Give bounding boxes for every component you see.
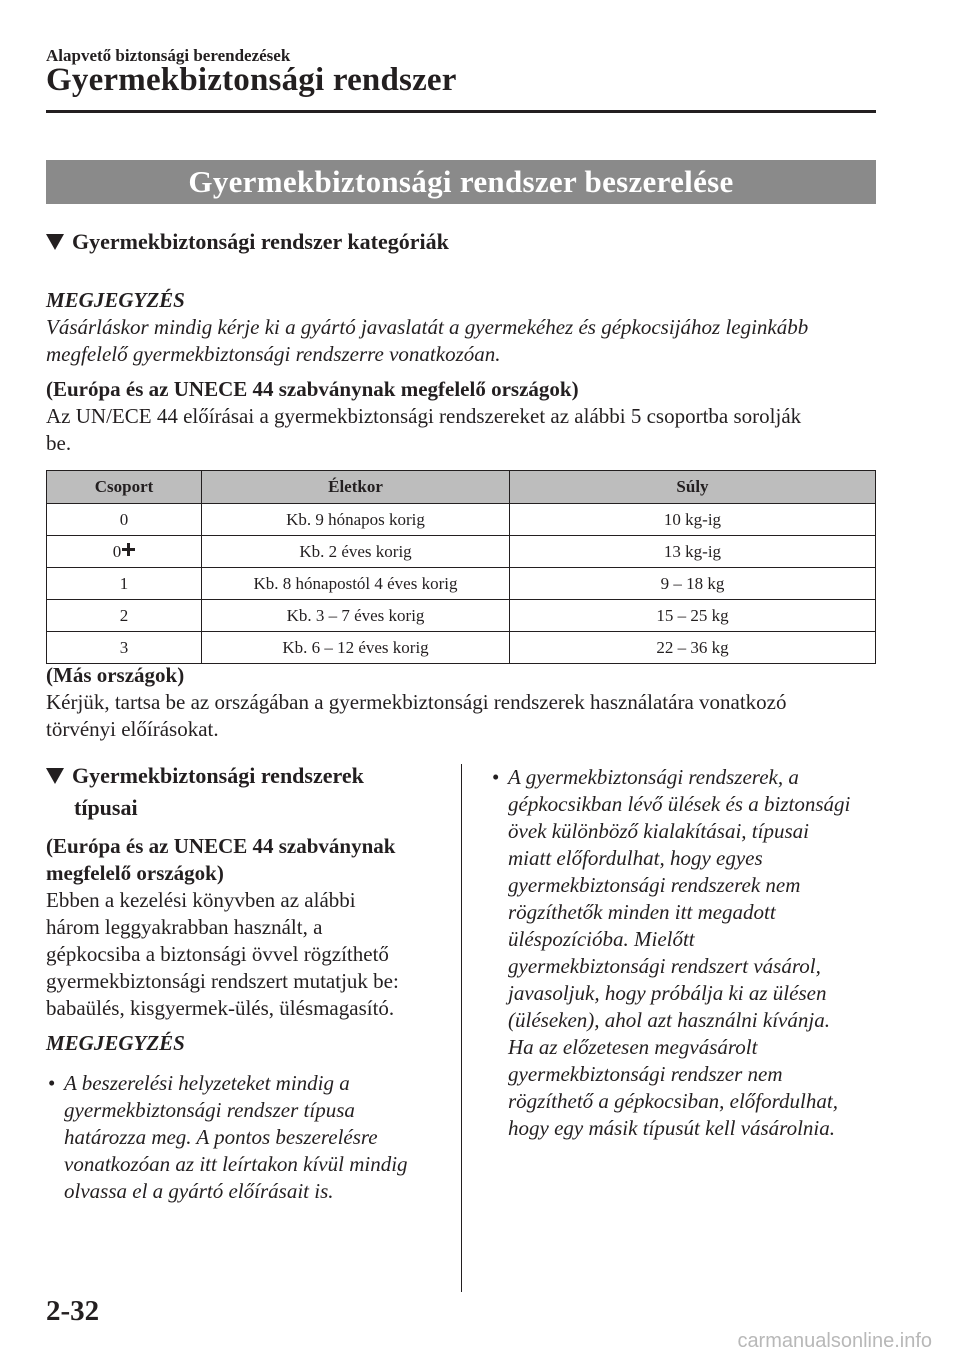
table-cell: Kb. 3 – 7 éves korig <box>202 600 510 632</box>
note-text: megfelelő gyermekbiztonsági rendszerre vonatkozóan. <box>46 342 501 366</box>
column-header-group: Csoport <box>47 471 202 504</box>
types-body-line: gyermekbiztonsági rendszert mutatjuk be: <box>46 969 399 993</box>
other-text: törvényi előírásokat. <box>46 717 219 741</box>
table-row <box>47 504 876 536</box>
categories-note <box>46 287 886 368</box>
table-cell: 22 – 36 kg <box>510 632 876 664</box>
europe-text: Az UN/ECE 44 előírásai a gyermekbiztonsági rendszereket az alábbi 5 csoportba sorolják <box>46 404 802 428</box>
watermark: carmanualsonline.info <box>737 1330 932 1352</box>
triangle-down-icon <box>46 768 64 784</box>
types-heading <box>46 760 446 824</box>
bullet-line: üléspozícióba. Mielőtt <box>508 927 695 951</box>
types-body-line: Ebben a kezelési könyvben az alábbi <box>46 888 356 912</box>
bullet-dot-icon: • <box>48 1071 56 1095</box>
note-label: MEGJEGYZÉS <box>46 288 185 312</box>
column-header-weight: Súly <box>510 471 876 504</box>
bullet-line: (üléseken), ahol azt használni kívánja. <box>508 1008 830 1032</box>
table-cell: Kb. 6 – 12 éves korig <box>202 632 510 664</box>
bullet-line: olvassa el a gyártó előírásait is. <box>64 1179 334 1203</box>
bullet-line: gyermekbiztonsági rendszer típusa <box>64 1098 355 1122</box>
bullet-line: A gyermekbiztonsági rendszerek, a <box>508 765 799 789</box>
section-banner: Gyermekbiztonsági rendszer beszerelése <box>46 160 876 204</box>
note-text: Vásárláskor mindig kérje ki a gyártó javaslatát a gyermekéhez és gépkocsijához leginkább <box>46 315 809 339</box>
bullet-line: gépkocsikban lévő ülések és a biztonsági <box>508 792 851 816</box>
column-header-age: Életkor <box>202 471 510 504</box>
table-cell: 3 <box>47 632 202 664</box>
bullet-line: gyermekbiztonsági rendszert vásárol, <box>508 954 821 978</box>
page-title: Gyermekbiztonsági rendszer <box>46 62 457 98</box>
note-bullet-2 <box>492 764 888 1142</box>
types-body-line: gépkocsiba a biztonsági övvel rögzíthető <box>46 942 389 966</box>
other-countries-paragraph <box>46 662 886 743</box>
table-header-row <box>47 471 876 504</box>
table-row <box>47 632 876 664</box>
table-cell <box>47 536 202 568</box>
groups-table <box>46 470 876 664</box>
types-body-line: babaülés, kisgyermek-ülés, ülésmagasító. <box>46 996 395 1020</box>
europe-text: be. <box>46 431 72 455</box>
triangle-down-icon <box>46 234 64 250</box>
types-heading-text: típusai <box>74 795 138 820</box>
categories-heading-text: Gyermekbiztonsági rendszer kategóriák <box>72 229 449 254</box>
types-heading-text: Gyermekbiztonsági rendszerek <box>72 763 364 788</box>
bullet-line: vonatkozóan az itt leírtakon kívül mindig <box>64 1152 408 1176</box>
table-cell: 10 kg-ig <box>510 504 876 536</box>
table-cell: Kb. 9 hónapos korig <box>202 504 510 536</box>
types-europe-heading: megfelelő országok) <box>46 861 224 885</box>
title-divider <box>46 110 876 113</box>
bullet-dot-icon: • <box>492 765 500 789</box>
table-cell: 13 kg-ig <box>510 536 876 568</box>
europe-heading: (Európa és az UNECE 44 szabványnak megfelelő országok) <box>46 377 579 401</box>
bullet-line: hogy egy másik típusút kell vásárolnia. <box>508 1116 835 1140</box>
other-text: Kérjük, tartsa be az országában a gyermekbiztonsági rendszerek használatára vonatkozó <box>46 690 787 714</box>
note-bullet-1 <box>48 1070 459 1205</box>
page-number: 2-32 <box>46 1295 100 1327</box>
bullet-line: rögzíthetők minden itt megadott <box>508 900 776 924</box>
table-cell: 1 <box>47 568 202 600</box>
table-row <box>47 600 876 632</box>
bullet-line: javasoljuk, hogy próbálja ki az ülésen <box>508 981 827 1005</box>
europe-paragraph <box>46 376 886 457</box>
categories-heading <box>46 226 449 258</box>
bullet-line: gyermekbiztonsági rendszerek nem <box>508 873 801 897</box>
table-cell: 0 <box>47 504 202 536</box>
table-row <box>47 568 876 600</box>
table-cell: 2 <box>47 600 202 632</box>
types-note-label: MEGJEGYZÉS <box>46 1031 185 1055</box>
bullet-line: miatt előfordulhat, hogy egyes <box>508 846 763 870</box>
table-cell: 9 – 18 kg <box>510 568 876 600</box>
plus-icon <box>122 543 135 556</box>
types-europe-paragraph <box>46 833 456 1022</box>
bullet-line: A beszerelési helyzeteket mindig a <box>64 1071 350 1095</box>
group-number: 0 <box>112 541 122 561</box>
bullet-line: Ha az előzetesen megvásárolt <box>508 1035 758 1059</box>
table-cell: Kb. 2 éves korig <box>202 536 510 568</box>
other-heading: (Más országok) <box>46 663 185 687</box>
types-body-line: három leggyakrabban használt, a <box>46 915 323 939</box>
bullet-line: rögzíthető a gépkocsiban, előfordulhat, <box>508 1089 838 1113</box>
table-row <box>47 536 876 568</box>
column-divider <box>461 764 462 1292</box>
bullet-line: övek különböző kialakításai, típusai <box>508 819 809 843</box>
table-cell: 15 – 25 kg <box>510 600 876 632</box>
table-cell: Kb. 8 hónapostól 4 éves korig <box>202 568 510 600</box>
types-europe-heading: (Európa és az UNECE 44 szabványnak <box>46 834 396 858</box>
breadcrumb: Alapvető biztonsági berendezések <box>46 46 291 65</box>
bullet-line: határozza meg. A pontos beszerelésre <box>64 1125 378 1149</box>
bullet-line: gyermekbiztonsági rendszer nem <box>508 1062 783 1086</box>
